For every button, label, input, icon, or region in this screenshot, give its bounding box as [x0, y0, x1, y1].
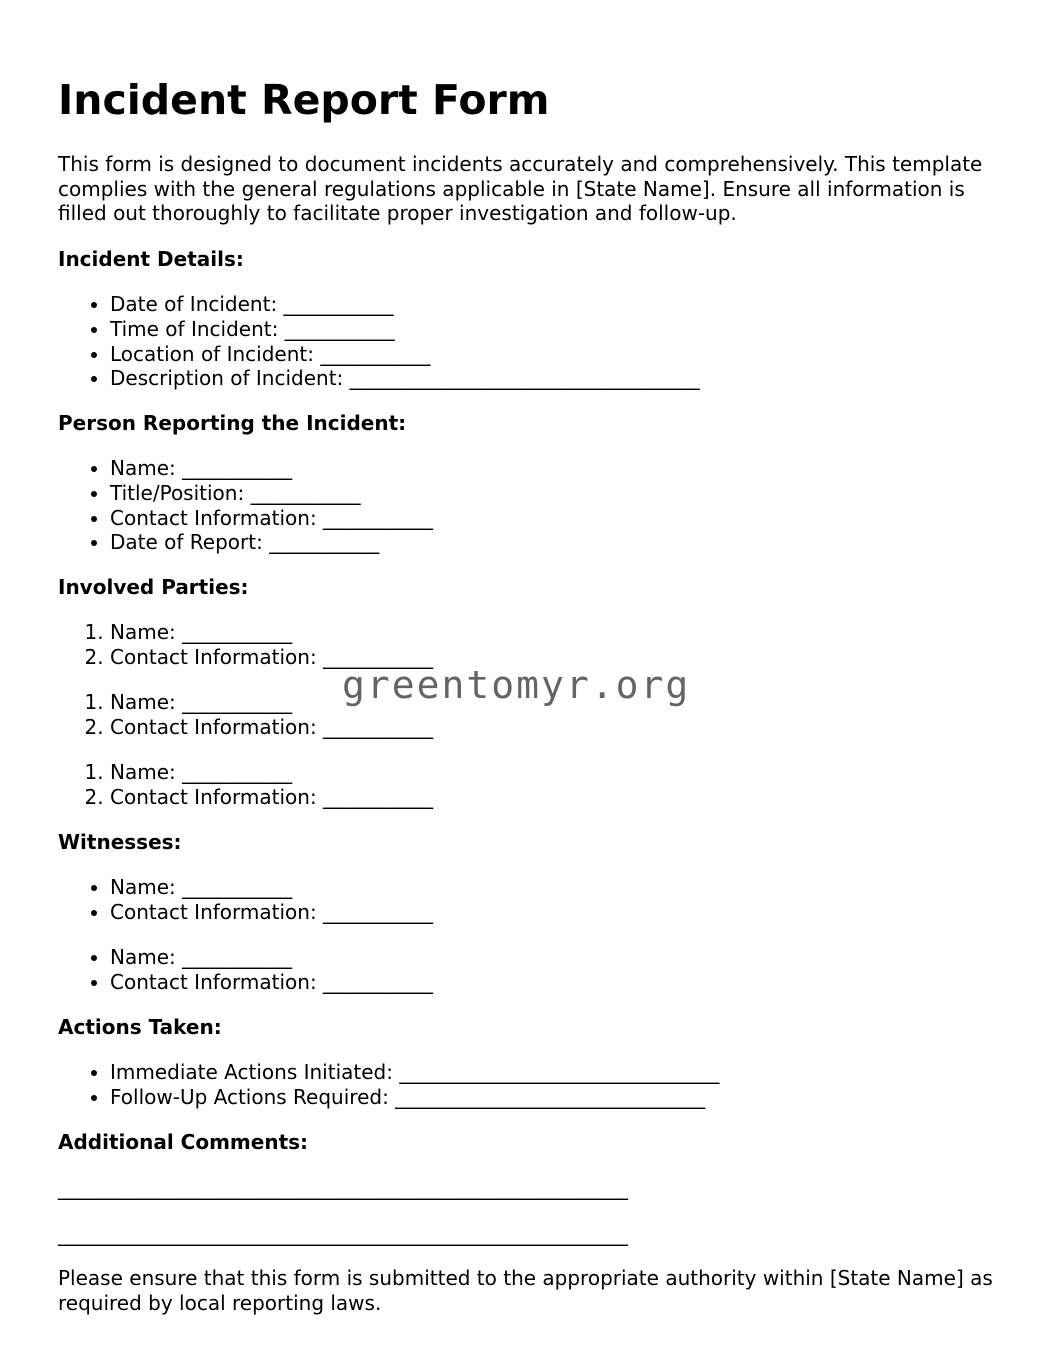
follow-up-actions-field: • Follow-Up Actions Required: _______________________________	[110, 1085, 719, 1110]
involved-party-name-field: 1. Name: ___________	[110, 620, 433, 645]
immediate-actions-field: • Immediate Actions Initiated: ________________________________	[110, 1060, 719, 1085]
intro-paragraph: This form is designed to document incidents accurately and comprehensively. This template complies with the general regulations applicable in [State Name]. Ensure all information is filled out thoroughly to facilitate proper investigation and follow-up.	[58, 152, 983, 226]
incident-details-heading: Incident Details:	[58, 247, 244, 271]
witness-list-2	[58, 945, 433, 995]
person-reporting-list	[58, 456, 433, 555]
involved-party-contact-field: 2. Contact Information: ___________	[110, 645, 433, 670]
involved-parties-heading: Involved Parties:	[58, 575, 249, 599]
person-reporting-heading: Person Reporting the Incident:	[58, 411, 407, 435]
additional-comments-heading: Additional Comments:	[58, 1130, 309, 1154]
closing-paragraph: Please ensure that this form is submitted to the appropriate authority within [State Name] as required by local reporting laws.	[58, 1266, 993, 1315]
witness-contact-field: • Contact Information: ___________	[110, 900, 433, 925]
reporter-title-field: • Title/Position: ___________	[110, 481, 433, 506]
comment-line: _________________________________________________________	[58, 1176, 628, 1200]
reporter-contact-field: • Contact Information: ___________	[110, 506, 433, 531]
date-of-incident-field: • Date of Incident: ___________	[110, 292, 700, 317]
witness-name-field: • Name: ___________	[110, 875, 433, 900]
page-title: Incident Report Form	[58, 76, 550, 124]
time-of-incident-field: • Time of Incident: ___________	[110, 317, 700, 342]
witness-contact-field: • Contact Information: ___________	[110, 970, 433, 995]
reporter-name-field: • Name: ___________	[110, 456, 433, 481]
witness-name-field: • Name: ___________	[110, 945, 433, 970]
comment-line: _________________________________________________________	[58, 1222, 628, 1246]
watermark-text: greentomyr.org	[342, 663, 691, 707]
witnesses-heading: Witnesses:	[58, 830, 182, 854]
involved-party-name-field: 1. Name: ___________	[110, 690, 433, 715]
witness-list-1	[58, 875, 433, 925]
involved-party-name-field: 1. Name: ___________	[110, 760, 433, 785]
actions-taken-list	[58, 1060, 719, 1110]
description-of-incident-field: • Description of Incident: ___________________________________	[110, 366, 700, 391]
involved-party-contact-field: 2. Contact Information: ___________	[110, 715, 433, 740]
incident-details-list	[58, 292, 700, 391]
location-of-incident-field: • Location of Incident: ___________	[110, 342, 700, 367]
date-of-report-field: • Date of Report: ___________	[110, 530, 433, 555]
actions-taken-heading: Actions Taken:	[58, 1015, 222, 1039]
involved-party-list-3	[58, 760, 433, 810]
involved-party-contact-field: 2. Contact Information: ___________	[110, 785, 433, 810]
